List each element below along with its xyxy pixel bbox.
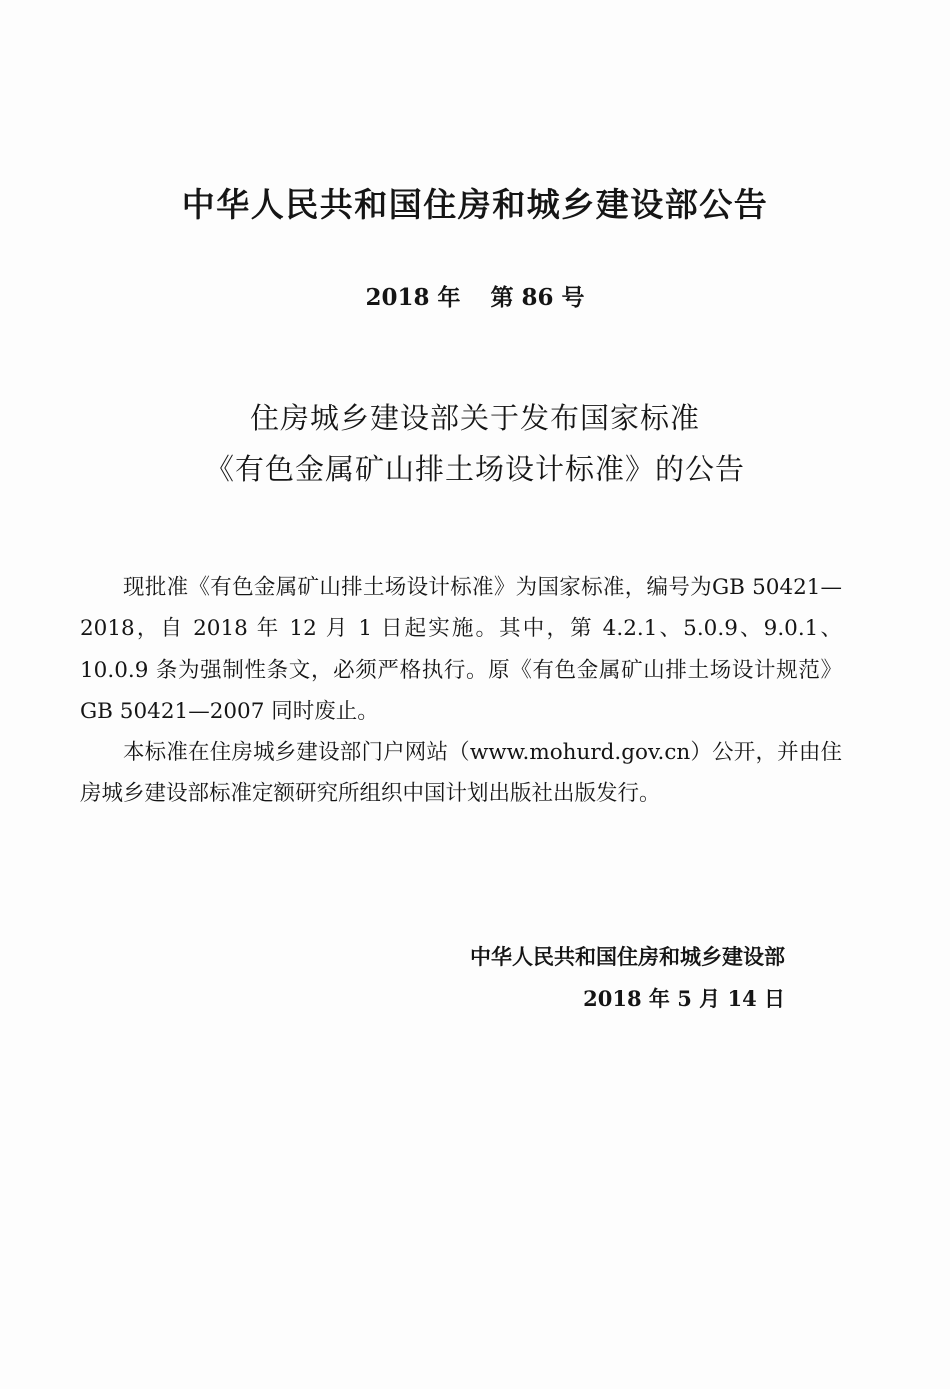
- announcement-subject: [0, 393, 950, 495]
- body-paragraph-2: 本标准在住房城乡建设部门户网站（www.mohurd.gov.cn）公开，并由住房城乡建设部标准定额研究所组织中国计划出版社出版发行。: [80, 740, 842, 807]
- announcement-header: 中华人民共和国住房和城乡建设部公告: [181, 185, 769, 224]
- announcement-body: [80, 567, 842, 815]
- issue-year: 2018 年: [365, 284, 461, 311]
- issue-date: 2018 年 5 月 14 日: [583, 986, 785, 1011]
- issuer-name: 中华人民共和国住房和城乡建设部: [470, 945, 785, 969]
- subject-line-2: 《有色金属矿山排土场设计标准》的公告: [204, 452, 745, 486]
- issue-number: 第 86 号: [490, 284, 585, 311]
- subject-line-1: 住房城乡建设部关于发布国家标准: [249, 401, 700, 435]
- signature-block: [470, 936, 785, 1020]
- issue-number-line: [0, 278, 950, 318]
- body-paragraph-1: 现批准《有色金属矿山排土场设计标准》为国家标准，编号为GB 50421—2018，自 2018 年 12 月 1 日起实施。其中，第 4.2.1、5.0.9、9.0.1、10.0.9 条为强制性条文，必须严格执行。原《有色金属矿山排土场设计规范》GB 50421—2007 同时废止。: [80, 575, 842, 724]
